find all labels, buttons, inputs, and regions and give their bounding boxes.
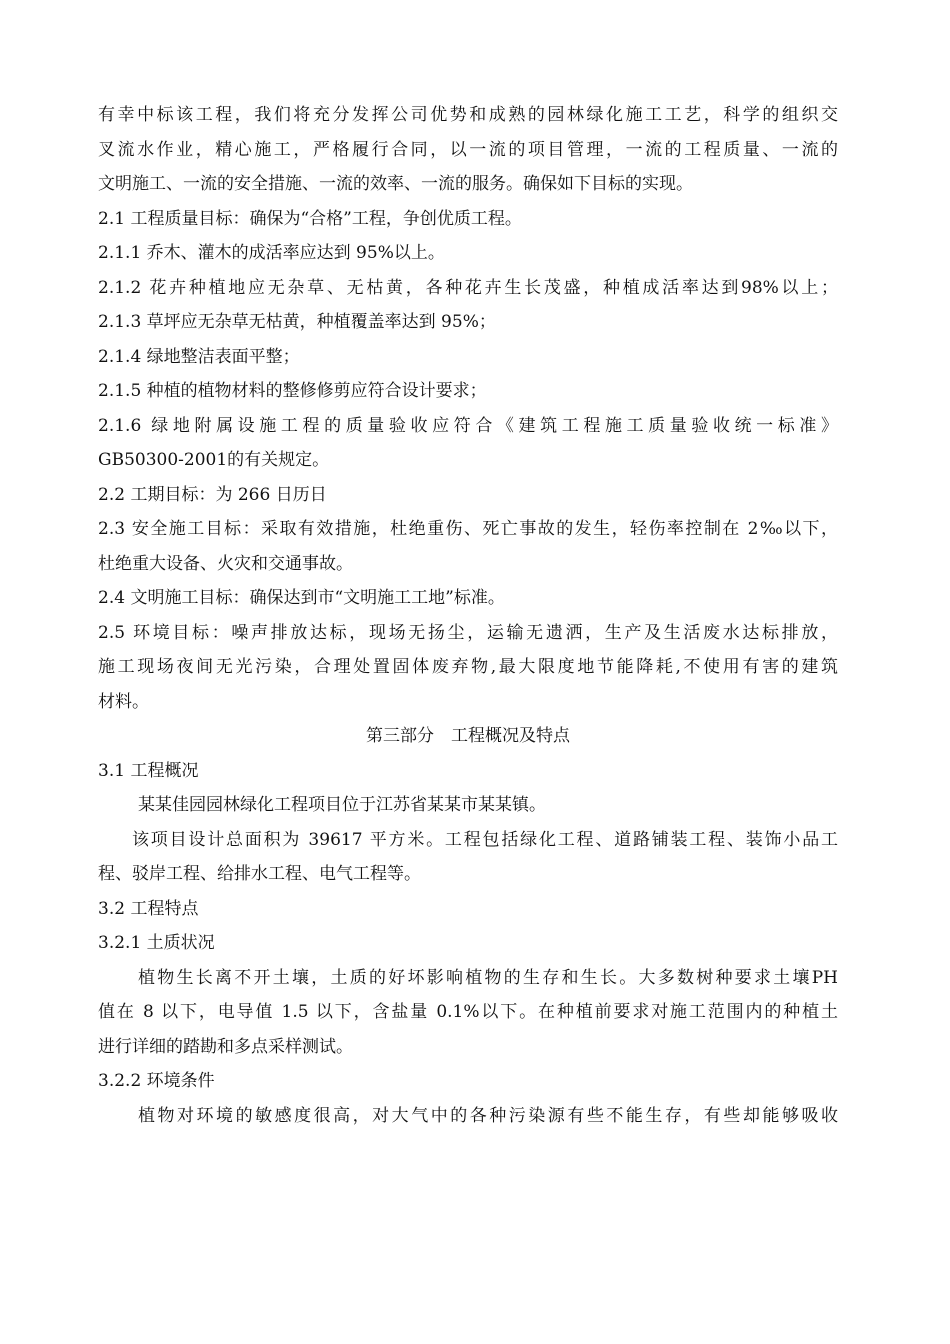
text-line: 2.4 文明施工目标：确保达到市“文明施工工地”标准。: [98, 588, 505, 608]
text-line: 2.3 安全施工目标：采取有效措施，杜绝重伤、死亡事故的发生，轻伤率控制在 2‰以下，: [98, 519, 838, 539]
text-line: 2.1 工程质量目标：确保为“合格”工程，争创优质工程。: [98, 208, 522, 229]
text-line: GB50300-2001的有关规定。: [98, 450, 330, 470]
text-line: 2.1.1 乔木、灌木的成活率应达到 95%以上。: [98, 243, 445, 263]
text-line: 植物生长离不开土壤，土质的好坏影响植物的生存和生长。大多数树种要求土壤PH: [138, 967, 838, 988]
section-heading: 第三部分 工程概况及特点: [366, 726, 570, 746]
text-line: 3.2.2 环境条件: [98, 1071, 215, 1091]
text-line: 有幸中标该工程，我们将充分发挥公司优势和成熟的园林绿化施工工艺，科学的组织交: [98, 105, 838, 125]
text-line: 2.1.6 绿地附属设施工程的质量验收应符合《建筑工程施工质量验收统一标准》: [98, 415, 838, 436]
text-line: 3.2 工程特点: [98, 898, 199, 919]
text-line: 叉流水作业，精心施工，严格履行合同，以一流的项目管理，一流的工程质量、一流的: [98, 139, 838, 160]
text-line: 进行详细的踏勘和多点采样测试。: [98, 1036, 353, 1057]
text-line: 该项目设计总面积为 39617 平方米。工程包括绿化工程、道路铺装工程、装饰小品工: [132, 829, 838, 850]
text-line: 2.2 工期目标：为 266 日历日: [98, 484, 327, 505]
text-line: 2.1.5 种植的植物材料的整修修剪应符合设计要求；: [98, 381, 487, 401]
text-line: 值在 8 以下，电导值 1.5 以下，含盐量 0.1%以下。在种植前要求对施工范围内的种植土: [98, 1002, 838, 1022]
text-line: 植物对环境的敏感度很高，对大气中的各种污染源有些不能生存，有些却能够吸收: [138, 1105, 838, 1126]
text-line: 2.1.2 花卉种植地应无杂草、无枯黄，各种花卉生长茂盛，种植成活率达到98%以上；: [98, 277, 838, 298]
text-line: 文明施工、一流的安全措施、一流的效率、一流的服务。确保如下目标的实现。: [98, 174, 693, 194]
text-line: 3.1 工程概况: [98, 760, 199, 781]
document-page: [98, 98, 838, 1133]
text-line: 2.1.3 草坪应无杂草无枯黄，种植覆盖率达到 95%；: [98, 312, 496, 332]
text-line: 2.5 环境目标：噪声排放达标，现场无扬尘，运输无遗洒，生产及生活废水达标排放，: [98, 622, 838, 643]
text-line: 程、驳岸工程、给排水工程、电气工程等。: [98, 864, 421, 884]
text-line: 3.2.1 土质状况: [98, 933, 215, 953]
text-line: 材料。: [98, 691, 149, 712]
text-line: 施工现场夜间无光污染，合理处置固体废弃物,最大限度地节能降耗,不使用有害的建筑: [98, 657, 838, 677]
text-line: 2.1.4 绿地整洁表面平整；: [98, 346, 300, 367]
text-line: 杜绝重大设备、火灾和交通事故。: [98, 553, 353, 574]
text-line: 某某佳园园林绿化工程项目位于江苏省某某市某某镇。: [138, 795, 546, 815]
